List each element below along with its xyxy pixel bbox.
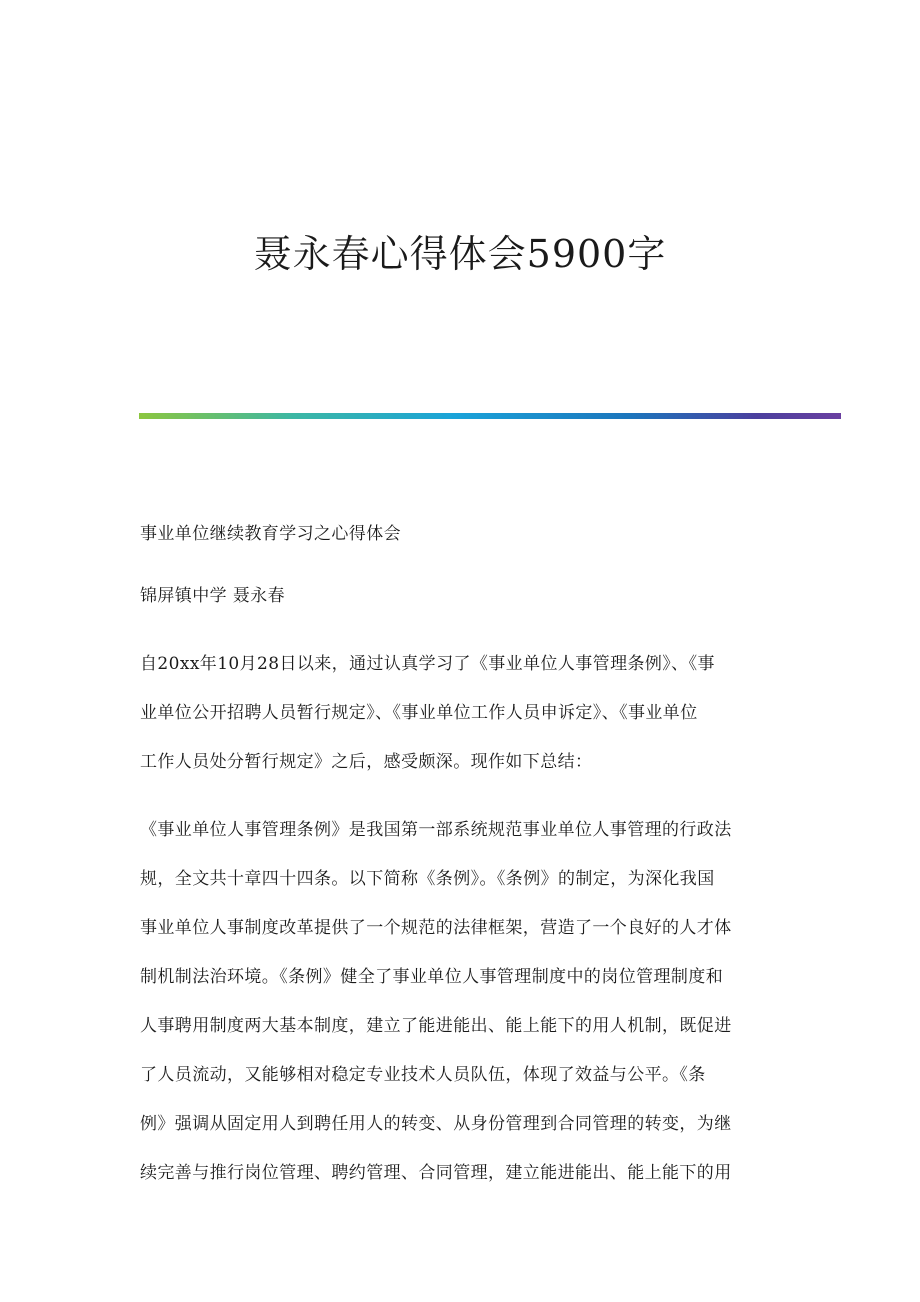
paragraph-line: 业单位公开招聘人员暂行规定》、《事业单位工作人员申诉定》、《事业单位	[140, 703, 698, 723]
subtitle: 事业单位继续教育学习之心得体会	[140, 524, 401, 544]
paragraph-line: 规，全文共十章四十四条。以下简称《条例》。《条例》的制定，为深化我国	[140, 869, 715, 889]
paragraph-line: 自20xx年10月28日以来，通过认真学习了《事业单位人事管理条例》、《事	[140, 654, 715, 674]
paragraph-line: 续完善与推行岗位管理、聘约管理、合同管理，建立能进能出、能上能下的用	[140, 1163, 732, 1183]
gradient-divider	[139, 413, 841, 419]
document-title: 聂永春心得体会5900字	[253, 232, 667, 276]
paragraph-line: 工作人员处分暂行规定》之后，感受颇深。现作如下总结：	[140, 752, 593, 772]
paragraph-line: 了人员流动，又能够相对稳定专业技术人员队伍，体现了效益与公平。《条	[140, 1065, 706, 1085]
paragraph-line: 例》强调从固定用人到聘任用人的转变、从身份管理到合同管理的转变，为继	[140, 1114, 732, 1134]
paragraph-body	[140, 806, 780, 1198]
author-line: 锦屏镇中学 聂永春	[140, 586, 286, 606]
paragraph-line: 事业单位人事制度改革提供了一个规范的法律框架，营造了一个良好的人才体	[140, 918, 732, 938]
paragraph-line: 制机制法治环境。《条例》健全了事业单位人事管理制度中的岗位管理制度和	[140, 967, 724, 987]
paragraph-line: 人事聘用制度两大基本制度，建立了能进能出、能上能下的用人机制，既促进	[140, 1016, 732, 1036]
paragraph-intro	[140, 640, 780, 787]
paragraph-line: 《事业单位人事管理条例》是我国第一部系统规范事业单位人事管理的行政法	[140, 820, 732, 840]
